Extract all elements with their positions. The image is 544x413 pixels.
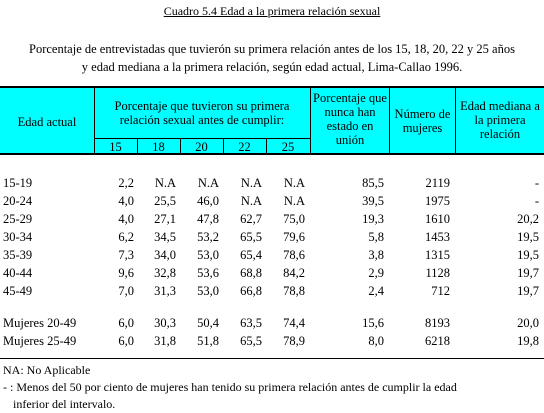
cell-pct-15: 7,0 xyxy=(118,284,134,298)
cell-numero-mujeres: 2119 xyxy=(425,176,450,190)
cell-numero-mujeres: 1315 xyxy=(425,248,450,262)
caption-text: Cuadro 5.4 Edad a la primera relación sexual xyxy=(163,4,381,18)
cell-pct-25: N.A xyxy=(283,176,305,190)
cell-pct-25: 84,2 xyxy=(283,266,305,280)
table-row xyxy=(0,211,544,227)
cell-pct-18: 31,3 xyxy=(154,284,176,298)
row-label: 35-39 xyxy=(3,248,33,262)
header-divider xyxy=(389,88,390,153)
table-caption xyxy=(0,4,544,18)
cell-nunca-union: 2,9 xyxy=(368,266,384,280)
cell-edad-mediana: 19,5 xyxy=(517,230,539,244)
note-na: NA: No Aplicable xyxy=(3,363,91,377)
cell-pct-18: 27,1 xyxy=(154,212,176,226)
note-dash-continued: inferior del intervalo. xyxy=(13,397,116,411)
cell-pct-18: 25,5 xyxy=(154,194,176,208)
cell-pct-15: 9,6 xyxy=(118,266,134,280)
row-label: Mujeres 25-49 xyxy=(3,334,77,348)
header-divider xyxy=(310,88,311,153)
cell-pct-22: 65,5 xyxy=(240,230,262,244)
cell-pct-25: 78,6 xyxy=(283,248,305,262)
row-label: 45-49 xyxy=(3,284,33,298)
row-label: 15-19 xyxy=(3,176,33,190)
cell-pct-22: 63,5 xyxy=(240,316,262,330)
cell-numero-mujeres: 1610 xyxy=(425,212,450,226)
cell-pct-25: 74,4 xyxy=(283,316,305,330)
table-notes xyxy=(3,362,457,413)
cell-pct-15: 4,0 xyxy=(118,194,134,208)
cell-pct-22: 65,5 xyxy=(240,334,262,348)
cell-edad-mediana: 20,2 xyxy=(517,212,539,226)
table-row xyxy=(0,229,544,245)
cell-numero-mujeres: 8193 xyxy=(425,316,450,330)
table-row xyxy=(0,193,544,209)
subtitle-line-2: y edad mediana a la primera relación, según edad actual, Lima-Callao 1996. xyxy=(81,60,463,74)
header-age-20: 20 xyxy=(195,140,208,154)
table-row xyxy=(0,315,544,331)
cell-pct-25: 75,0 xyxy=(283,212,305,226)
cell-pct-25: 78,9 xyxy=(283,334,305,348)
cell-pct-15: 6,0 xyxy=(118,334,134,348)
cell-nunca-union: 5,8 xyxy=(368,230,384,244)
cell-nunca-union: 2,4 xyxy=(368,284,384,298)
cell-pct-22: 68,8 xyxy=(240,266,262,280)
cell-numero-mujeres: 6218 xyxy=(425,334,450,348)
cell-pct-15: 4,0 xyxy=(118,212,134,226)
header-porcentaje-group: Porcentaje que tuvieron su primera relación sexual antes de cumplir: xyxy=(114,99,290,127)
cell-pct-25: N.A xyxy=(283,194,305,208)
cell-numero-mujeres: 712 xyxy=(431,284,450,298)
cell-pct-20: 53,0 xyxy=(197,284,219,298)
cell-numero-mujeres: 1128 xyxy=(425,266,450,280)
cell-edad-mediana: 19,5 xyxy=(517,248,539,262)
header-numero-mujeres: Número de mujeres xyxy=(394,107,451,135)
header-divider xyxy=(455,88,456,153)
cell-pct-20: 53,6 xyxy=(197,266,219,280)
cell-edad-mediana: 20,0 xyxy=(517,316,539,330)
table-row xyxy=(0,265,544,281)
cell-pct-25: 79,6 xyxy=(283,230,305,244)
cell-pct-15: 7,3 xyxy=(118,248,134,262)
cell-nunca-union: 39,5 xyxy=(362,194,384,208)
cell-pct-20: N.A xyxy=(197,176,219,190)
row-label: 30-34 xyxy=(3,230,33,244)
cell-numero-mujeres: 1975 xyxy=(425,194,450,208)
table-row xyxy=(0,333,544,349)
cell-edad-mediana: 19,7 xyxy=(517,266,539,280)
cell-nunca-union: 8,0 xyxy=(368,334,384,348)
header-edad-actual: Edad actual xyxy=(17,115,77,129)
cell-pct-20: 51,8 xyxy=(197,334,219,348)
table-row xyxy=(0,283,544,299)
table-subtitle xyxy=(0,40,544,76)
cell-nunca-union: 3,8 xyxy=(368,248,384,262)
cell-pct-20: 53,0 xyxy=(197,248,219,262)
row-label: 25-29 xyxy=(3,212,33,226)
header-age-18: 18 xyxy=(152,140,165,154)
cell-pct-18: 32,8 xyxy=(154,266,176,280)
header-age-15: 15 xyxy=(109,140,122,154)
cell-pct-22: N.A xyxy=(240,194,262,208)
header-edad-mediana: Edad mediana a la primera relación xyxy=(460,99,540,141)
cell-pct-22: 62,7 xyxy=(240,212,262,226)
cell-edad-mediana: - xyxy=(534,194,539,208)
header-nunca-union: Porcentaje que nunca han estado en unión xyxy=(313,91,387,147)
table-bottom-rule xyxy=(0,358,544,359)
table-row xyxy=(0,247,544,263)
cell-pct-18: 34,0 xyxy=(154,248,176,262)
cell-pct-25: 78,8 xyxy=(283,284,305,298)
cell-pct-15: 2,2 xyxy=(118,176,134,190)
cell-edad-mediana: - xyxy=(534,176,539,190)
cell-pct-20: 53,2 xyxy=(197,230,219,244)
cell-pct-20: 47,8 xyxy=(197,212,219,226)
cell-edad-mediana: 19,7 xyxy=(517,284,539,298)
cell-pct-22: 65,4 xyxy=(240,248,262,262)
row-label: Mujeres 20-49 xyxy=(3,316,77,330)
cell-numero-mujeres: 1453 xyxy=(425,230,450,244)
table-row xyxy=(0,175,544,191)
cell-pct-18: 31,8 xyxy=(154,334,176,348)
cell-pct-18: 34,5 xyxy=(154,230,176,244)
cell-pct-20: 46,0 xyxy=(197,194,219,208)
subtitle-line-1: Porcentaje de entrevistadas que tuvierón su primera relación antes de los 15, 18, 20, 22 y 25 años xyxy=(29,42,515,56)
cell-edad-mediana: 19,8 xyxy=(517,334,539,348)
group-underline xyxy=(94,138,310,139)
cell-pct-22: 66,8 xyxy=(240,284,262,298)
cell-nunca-union: 15,6 xyxy=(362,316,384,330)
cell-nunca-union: 19,3 xyxy=(362,212,384,226)
cell-pct-15: 6,2 xyxy=(118,230,134,244)
cell-nunca-union: 85,5 xyxy=(362,176,384,190)
header-age-25: 25 xyxy=(281,140,295,154)
cell-pct-18: 30,3 xyxy=(154,316,176,330)
table-header xyxy=(0,86,544,155)
cell-pct-18: N.A xyxy=(154,176,176,190)
header-age-22: 22 xyxy=(238,140,251,154)
row-label: 20-24 xyxy=(3,194,33,208)
note-dash: - : Menos del 50 por ciento de mujeres han tenido su primera relación antes de cumplir la edad xyxy=(3,380,457,394)
row-label: 40-44 xyxy=(3,266,33,280)
cell-pct-20: 50,4 xyxy=(197,316,219,330)
cell-pct-15: 6,0 xyxy=(118,316,134,330)
cell-pct-22: N.A xyxy=(240,176,262,190)
